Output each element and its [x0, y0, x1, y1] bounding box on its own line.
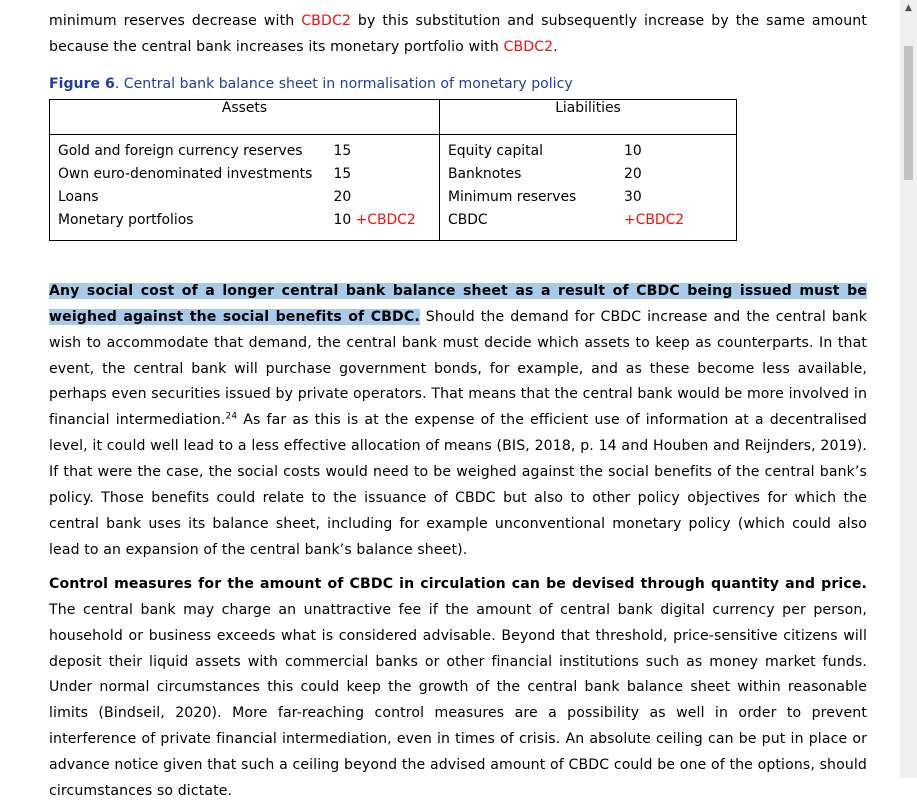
asset-value [334, 209, 440, 232]
asset-value [334, 140, 440, 163]
asset-value [334, 186, 440, 209]
asset-row [50, 140, 439, 163]
highlighted-bold-sentence[interactable]: Any social cost of a longer central bank balance sheet as a result of CBDC being issued must be weighed against the social benefits of CBDC. [49, 282, 867, 325]
asset-row [50, 209, 439, 232]
text-run: minimum reserves decrease with [49, 13, 302, 29]
figure-caption [49, 74, 867, 94]
liability-label: Equity capital [448, 142, 543, 159]
asset-label: Gold and foreign currency reserves [58, 142, 303, 159]
bold-sentence: Control measures for the amount of CBDC in circulation can be devised through quantity and price. [49, 575, 867, 592]
liability-row [440, 209, 736, 232]
liability-row [440, 163, 736, 186]
asset-amount: 20 [333, 188, 352, 205]
liability-label: Minimum reserves [448, 188, 577, 205]
chevron-up-icon[interactable]: ▲ [905, 3, 912, 13]
document-page [49, 9, 867, 805]
footnote-ref[interactable]: 24 [225, 411, 238, 422]
scrollbar-thumb[interactable] [904, 46, 913, 180]
liability-label: CBDC [448, 211, 488, 228]
liability-value [624, 140, 694, 163]
text-run: . [553, 38, 558, 55]
asset-value [334, 163, 440, 186]
asset-row [50, 163, 439, 186]
liabilities-column [440, 99, 737, 134]
liability-row [440, 186, 736, 209]
asset-amount: 10 [333, 211, 352, 228]
liability-value [624, 209, 694, 232]
liability-row [440, 140, 736, 163]
liabilities-header: Liabilities [555, 99, 621, 116]
balance-sheet-table [49, 99, 737, 241]
paragraph-social-cost [49, 279, 867, 564]
text-run: The central bank may charge an unattractive fee if the amount of central bank digital currency per person, household or business exceeds what is considered advisable. Beyond that threshold, price-sensitive citizens will deposit their liquid assets with commercial banks or other financial institutions such as money market funds. Under normal circumstances this could keep the growth of the central bank balance sheet within reasonable limits (Bindseil, 2020). More far-reaching control measures are a possibility as well in order to prevent interference of private financial intermediation, even in times of crisis. An absolute ceiling can be put in place or advance notice given that such a ceiling beyond the advised amount of CBDC could be one of the options, should circumstances so dictate. [49, 601, 867, 800]
assets-header: Assets [221, 99, 268, 116]
cbdc2-term: CBDC2 [301, 13, 351, 29]
text-run: Should the demand for CBDC increase and the central bank wish to accommodate that demand, the central bank must decide which assets to keep as counterparts. In that event, the central bank will purchase government bonds, for example, and as these become less available, perhaps even securities issued by private operators. That means that the central bank would be more involved in financial intermediation. [49, 308, 867, 429]
liability-value [624, 163, 694, 186]
figure-label: Figure 6 [49, 75, 115, 92]
assets-column [50, 99, 440, 134]
liability-amount: 10 [624, 142, 642, 159]
top-paragraph [49, 9, 867, 61]
cbdc2-term: CBDC2 [503, 38, 554, 55]
liability-value [624, 186, 694, 209]
liability-amount: 20 [624, 165, 642, 182]
text-run: As far as this is at the expense of the efficient use of information at a decentralised level, it could well lead to a less effective allocation of means (BIS, 2018, p. 14 and Houben and Reijnders, 2019). If that were the case, the social costs would need to be weighed against the social benefits of the central bank’s policy. Those benefits could relate to the issuance of CBDC but also to other policy objectives for which the central bank uses its balance sheet, including for example unconventional monetary policy (which could also lead to an expansion of the central bank’s balance sheet). [49, 412, 867, 558]
asset-amount: 15 [333, 165, 352, 182]
asset-amount: 15 [333, 142, 352, 159]
liability-amount: 30 [624, 188, 642, 205]
liability-label: Banknotes [448, 165, 522, 182]
figure-caption-text: . Central bank balance sheet in normalisation of monetary policy [114, 75, 573, 92]
text-run: by this substitution and subsequently increase by the same amount because the central bank increases its monetary portfolio with [49, 13, 868, 55]
liabilities-body [440, 134, 737, 240]
asset-extra: +CBDC2 [351, 211, 416, 228]
asset-label: Own euro-denominated investments [58, 165, 313, 182]
paragraph-control-measures [49, 572, 867, 805]
assets-body [50, 134, 440, 240]
liability-extra: +CBDC2 [624, 211, 685, 228]
asset-row [50, 186, 439, 209]
asset-label: Loans [58, 188, 99, 205]
asset-label: Monetary portfolios [58, 211, 194, 228]
